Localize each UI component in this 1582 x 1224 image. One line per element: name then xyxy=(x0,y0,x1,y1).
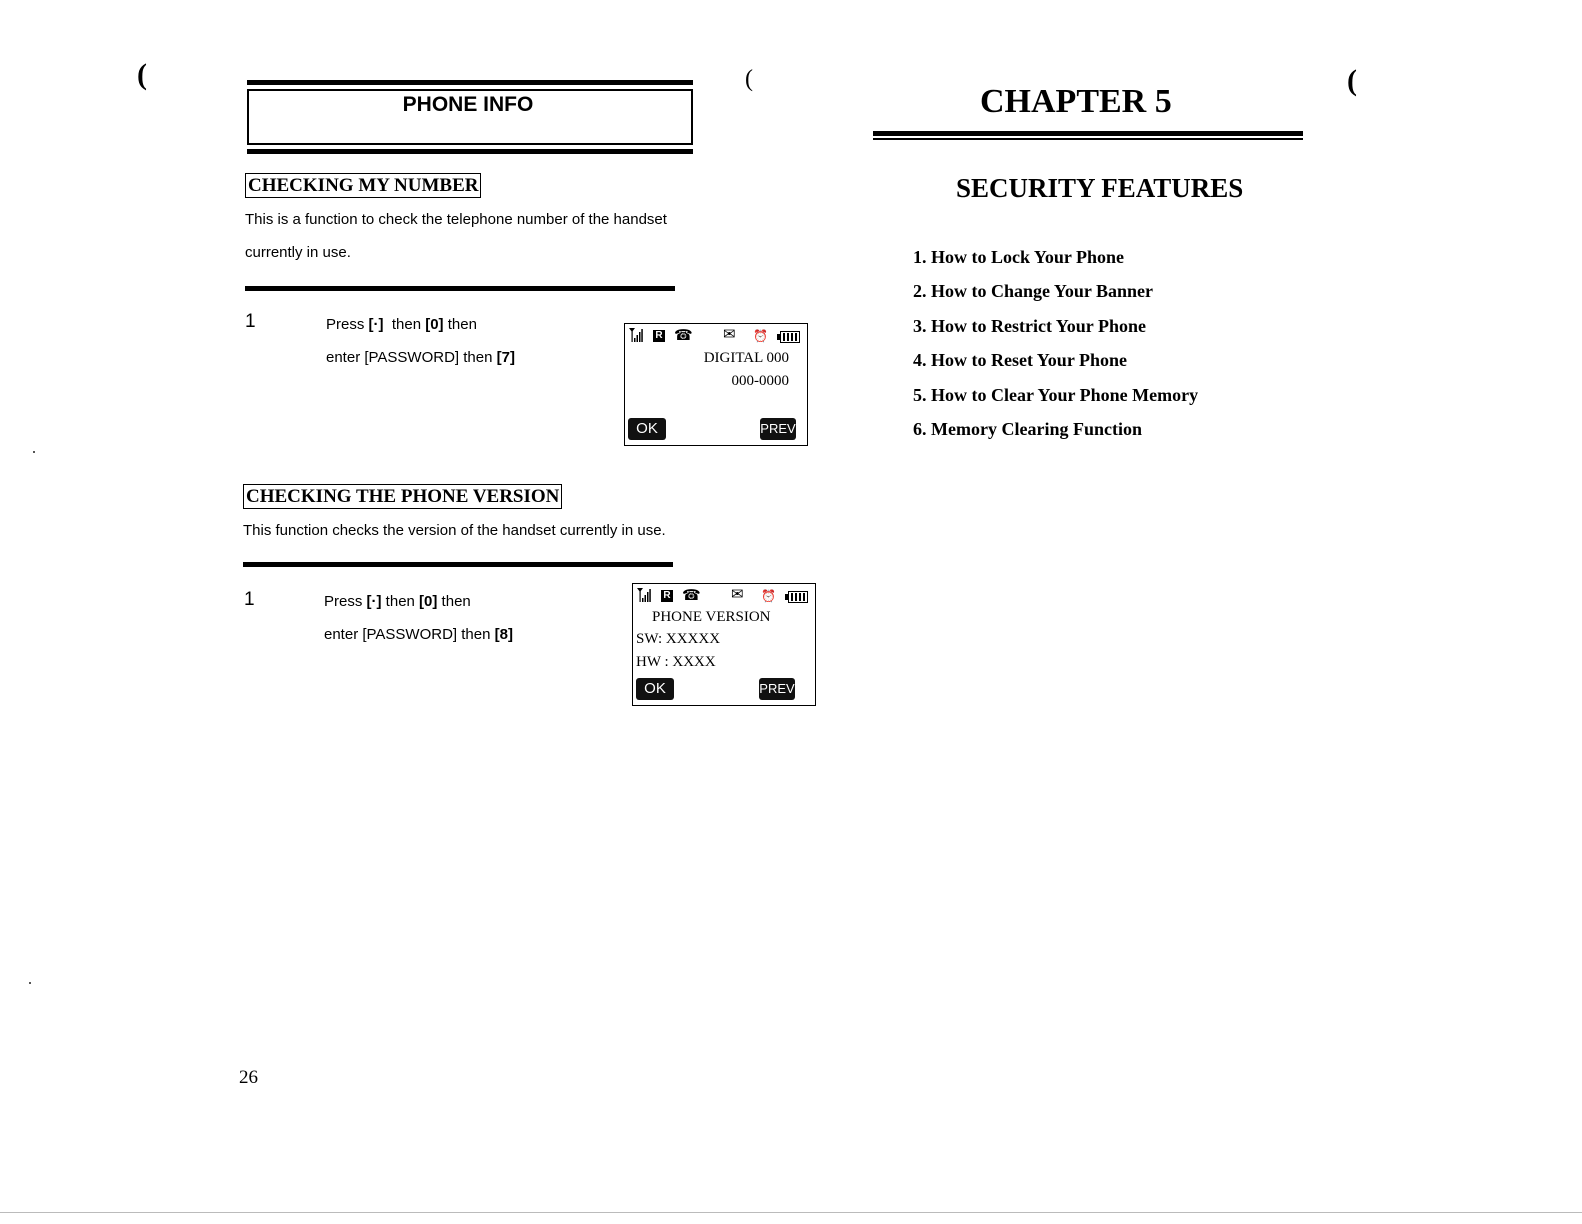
toc-item: 3. How to Restrict Your Phone xyxy=(913,316,1146,336)
toc-item: 6. Memory Clearing Function xyxy=(913,419,1142,439)
page-number: 26 xyxy=(239,1067,258,1088)
section-heading: SECURITY FEATURES xyxy=(956,173,1244,203)
margin-mark-center: ( xyxy=(745,66,753,92)
page-title: PHONE INFO xyxy=(402,93,534,116)
ok-softkey[interactable]: OK xyxy=(628,418,666,440)
phone-info-header xyxy=(247,80,693,154)
toc-item: 5. How to Clear Your Phone Memory xyxy=(913,385,1199,405)
signal-icon xyxy=(629,328,643,343)
screen2-line2: SW: XXXXX xyxy=(636,631,721,647)
battery-icon xyxy=(788,591,808,603)
signal-icon xyxy=(637,588,651,603)
ok-softkey[interactable]: OK xyxy=(636,678,674,700)
screen1-line1: DIGITAL 000 xyxy=(703,350,789,366)
screen2-line1: PHONE VERSION xyxy=(652,609,771,625)
margin-mark-right: ( xyxy=(1347,64,1357,97)
chapter-rule xyxy=(873,131,1303,136)
section-title-checking-phone-version: CHECKING THE PHONE VERSION xyxy=(243,484,562,509)
section2-desc-line1: This function checks the version of the handset currently in use. xyxy=(243,522,666,539)
section1-instruction-line1: Press [·] then [0] then xyxy=(326,316,477,333)
phone-screen-version xyxy=(632,583,816,706)
screen2-line3: HW : XXXX xyxy=(636,654,716,670)
phone-icon: ☎ xyxy=(682,587,701,604)
section1-desc-line1: This is a function to check the telephone number of the handset xyxy=(245,211,667,228)
prev-softkey[interactable]: PREV xyxy=(759,678,795,700)
section1-step-number: 1 xyxy=(245,311,256,332)
chapter-rule-thin xyxy=(873,138,1303,140)
screen1-line2: 000-0000 xyxy=(731,373,789,389)
margin-mark-left: ( xyxy=(137,58,147,91)
section2-instruction-line1: Press [·] then [0] then xyxy=(324,593,471,610)
phone-icon: ☎ xyxy=(674,327,693,344)
envelope-icon: ✉ xyxy=(731,586,744,603)
toc-item: 2. How to Change Your Banner xyxy=(913,281,1154,301)
section2-instruction-line2: enter [PASSWORD] then [8] xyxy=(324,626,513,643)
alarm-icon: ⏰ xyxy=(761,589,776,603)
section2-rule xyxy=(243,562,673,567)
section1-instruction-line2: enter [PASSWORD] then [7] xyxy=(326,349,515,366)
scan-dot xyxy=(33,451,35,453)
page-bottom-edge xyxy=(0,1212,1582,1213)
battery-icon xyxy=(780,331,800,343)
prev-softkey[interactable]: PREV xyxy=(760,418,796,440)
section2-step-number: 1 xyxy=(244,589,255,610)
section1-rule xyxy=(245,286,675,291)
roaming-icon: R xyxy=(653,330,665,342)
toc-item: 1. How to Lock Your Phone xyxy=(913,247,1125,267)
envelope-icon: ✉ xyxy=(723,326,736,343)
section1-desc-line2: currently in use. xyxy=(245,244,351,261)
roaming-icon: R xyxy=(661,590,673,602)
phone-screen-my-number xyxy=(624,323,808,446)
section-title-checking-my-number: CHECKING MY NUMBER xyxy=(245,173,481,198)
scan-dot xyxy=(29,982,31,984)
chapter-title: CHAPTER 5 xyxy=(980,83,1172,120)
alarm-icon: ⏰ xyxy=(753,329,768,343)
toc-item: 4. How to Reset Your Phone xyxy=(913,350,1127,370)
